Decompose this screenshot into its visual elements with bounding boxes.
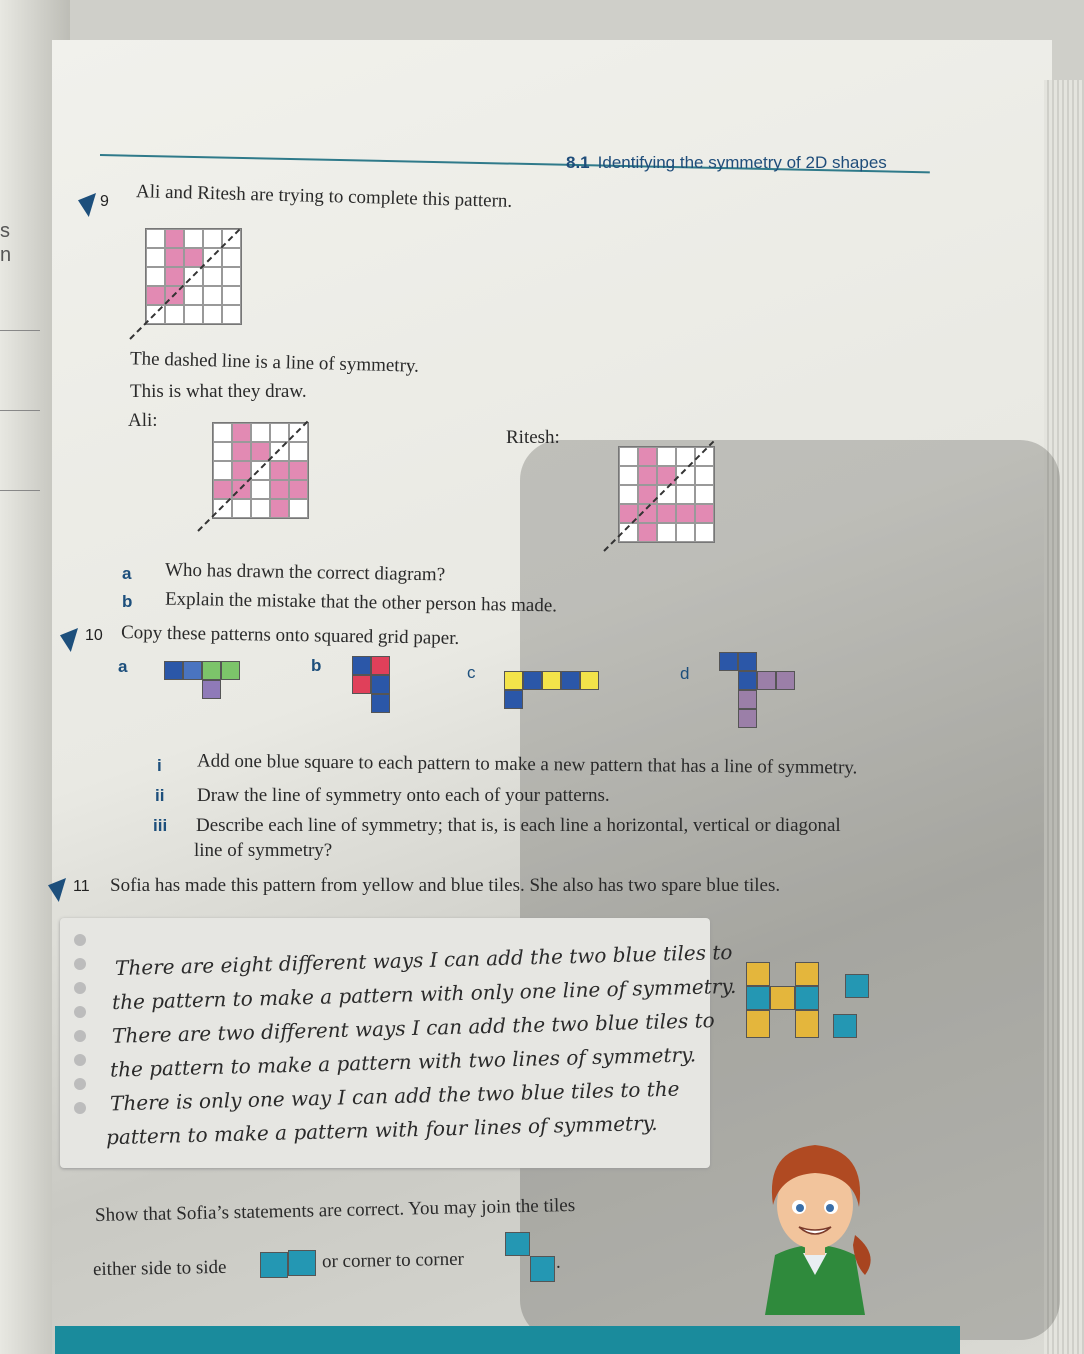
section-title-text: Identifying the symmetry of 2D shapes: [597, 153, 887, 172]
show-text-period: .: [556, 1252, 561, 1273]
sofia-character-illustration: [755, 1135, 875, 1315]
left-page-rule: [0, 410, 40, 411]
item-iii-label: iii: [153, 816, 168, 835]
pattern-c-label: c: [467, 663, 476, 682]
question-10-number: 10: [85, 627, 103, 644]
part-a-label: a: [122, 564, 132, 583]
note-line: There is only one way I can add the two blue tiles to the: [109, 1076, 680, 1116]
note-line: There are two different ways I can add the two blue tiles to: [111, 1008, 715, 1048]
item-ii-label: ii: [155, 786, 165, 805]
ritesh-label: Ritesh:: [506, 427, 560, 448]
pattern-b-label: b: [311, 656, 322, 675]
pattern-grid-ali: [212, 422, 309, 519]
part-b-text: Explain the mistake that the other person has made.: [164, 588, 558, 617]
item-iii-text: Describe each line of symmetry; that is, is each line a horizontal, vertical or diagonal: [196, 815, 841, 836]
note-line: There are eight different ways I can add the two blue tiles to: [114, 939, 733, 981]
item-i-text: Add one blue square to each pattern to make a new pattern that has a line of symmetry.: [196, 750, 858, 779]
question-11-intro: Sofia has made this pattern from yellow and blue tiles. She also has two spare blue tiles.: [110, 875, 781, 896]
left-page-rule: [0, 330, 40, 331]
item-i-label: i: [157, 756, 162, 775]
part-a-text: Who has drawn the correct diagram?: [164, 559, 446, 586]
question-9-number: 9: [100, 193, 109, 210]
section-title: [566, 153, 887, 173]
show-text-line1: Show that Sofia’s statements are correct. You may join the tiles: [94, 1194, 576, 1227]
pattern-d-label: d: [680, 664, 690, 683]
left-page-rule: [0, 490, 40, 491]
question-9-line2: This is what they draw.: [130, 381, 307, 402]
ali-label: Ali:: [128, 410, 158, 431]
sofia-note-card: [60, 918, 737, 1168]
show-text-corner: or corner to corner: [321, 1248, 465, 1273]
item-iii-continued: line of symmetry?: [194, 840, 333, 861]
spare-blue-tile: [845, 974, 869, 998]
show-text-side: either side to side: [92, 1256, 227, 1281]
pattern-a-label: a: [118, 657, 128, 676]
question-9-intro: Ali and Ritesh are trying to complete this pattern.: [135, 181, 513, 212]
question-11-number: 11: [73, 878, 90, 895]
left-page-fragment: s: [0, 220, 10, 242]
left-page-fragment: n: [0, 244, 12, 266]
note-line: the pattern to make a pattern with only one line of symmetry.: [111, 973, 737, 1015]
pattern-grid-ritesh: [618, 446, 715, 543]
part-b-label: b: [122, 592, 133, 611]
note-line: pattern to make a pattern with four lines of symmetry.: [105, 1110, 658, 1150]
question-10-intro: Copy these patterns onto squared grid paper.: [120, 622, 460, 649]
spare-blue-tile: [833, 1014, 857, 1038]
section-number: 8.1: [566, 153, 590, 172]
question-9-line1: The dashed line is a line of symmetry.: [129, 348, 420, 377]
page-footer-band: [55, 1326, 960, 1354]
item-ii-text: Draw the line of symmetry onto each of your patterns.: [197, 785, 610, 806]
note-line: the pattern to make a pattern with two lines of symmetry.: [109, 1042, 697, 1082]
